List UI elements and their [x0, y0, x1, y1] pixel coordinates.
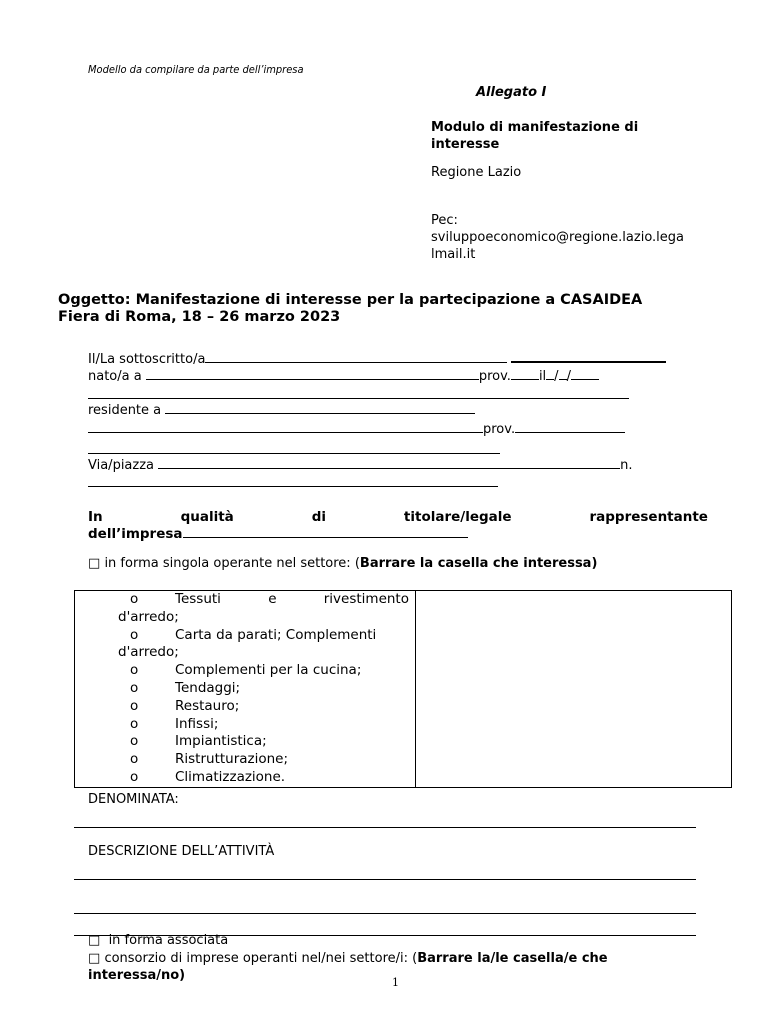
qualita-word: titolare/legale — [403, 509, 512, 525]
recipient: Regione Lazio — [431, 165, 522, 180]
residence-prov-field[interactable] — [515, 420, 625, 433]
associated-form-checkbox[interactable]: □ — [88, 933, 101, 948]
sector-item[interactable] — [75, 751, 409, 769]
sector-bullet: o — [130, 715, 139, 732]
associated-form-option — [88, 933, 228, 948]
sector-text: Restauro; — [175, 697, 240, 714]
sector-bullet: o — [130, 662, 139, 679]
allegato-label: Allegato I — [476, 85, 547, 100]
page-number: 1 — [392, 976, 399, 989]
via-label: Via/piazza — [88, 458, 155, 473]
consortium-checkbox[interactable]: □ — [88, 951, 101, 966]
consortium-option — [88, 950, 608, 984]
sector-item-continuation: d'arredo; — [118, 644, 179, 661]
sector-bullet: o — [130, 679, 139, 696]
descrizione-label: DESCRIZIONE DELL’ATTIVITÀ — [88, 844, 275, 859]
single-form-label: in forma singola operante nel settore: ( — [104, 556, 360, 571]
form-title-line1: Modulo di manifestazione di — [431, 120, 639, 135]
sottoscritto-label: Il/La sottoscritto/a — [88, 352, 206, 367]
sector-item-continuation: d'arredo; — [118, 608, 179, 625]
birthplace-field[interactable] — [146, 367, 479, 380]
sottoscritto-row — [88, 349, 666, 367]
qualita-word: In — [88, 509, 103, 525]
residente-row — [88, 401, 475, 418]
sector-item[interactable] — [75, 662, 409, 680]
pec-block — [431, 212, 684, 263]
form-title — [431, 119, 638, 153]
company-field[interactable] — [183, 525, 468, 538]
sector-bullet: o — [130, 751, 139, 768]
sottoscritto-field-extra[interactable] — [511, 349, 666, 363]
sectors-table — [74, 590, 732, 788]
sector-bullet: o — [130, 626, 139, 643]
associated-form-label: in forma associata — [108, 933, 229, 948]
sector-item[interactable] — [75, 627, 409, 645]
birth-prov-field[interactable] — [511, 367, 539, 380]
subject-line1: Oggetto: Manifestazione di interesse per la partecipazione a CASAIDEA — [58, 292, 643, 308]
qualita-row — [88, 509, 708, 542]
sector-text: rivestimento — [323, 591, 409, 607]
sector-bullet: o — [130, 591, 139, 607]
sector-text: Ristrutturazione; — [175, 751, 289, 768]
birth-month-field[interactable] — [559, 367, 567, 380]
qualita-word: di — [311, 509, 326, 525]
sector-text: Tessuti — [175, 591, 221, 607]
descrizione-line[interactable] — [74, 913, 696, 914]
birth-year-field[interactable] — [571, 367, 599, 380]
sector-item[interactable] — [75, 769, 409, 787]
descrizione-line[interactable] — [74, 879, 696, 880]
single-form-option — [88, 556, 597, 571]
street-field[interactable] — [158, 456, 620, 469]
consortium-instruction: Barrare la/le casella/e che — [417, 951, 608, 966]
pec-label: Pec: — [431, 213, 458, 228]
residence-field[interactable] — [165, 401, 475, 414]
sector-item[interactable] — [75, 716, 409, 734]
birth-day-field[interactable] — [546, 367, 554, 380]
sector-text: e — [268, 591, 277, 607]
street-number-label: n. — [620, 458, 633, 473]
sector-bullet: o — [130, 768, 139, 785]
sottoscritto-field[interactable] — [205, 350, 507, 363]
sector-item[interactable] — [75, 680, 409, 698]
via-row — [88, 456, 633, 473]
form-note: Modello da compilare da parte dell’impresa — [88, 63, 304, 76]
sectors-list — [75, 591, 415, 787]
qualita-word: rappresentante — [589, 509, 708, 525]
sector-bullet: o — [130, 697, 139, 714]
sector-text: Infissi; — [175, 715, 219, 732]
impresa-label: dell’impresa — [88, 526, 183, 542]
nato-label: nato/a a — [88, 369, 142, 384]
sectors-empty-cell[interactable] — [416, 591, 732, 788]
single-form-instruction: Barrare la casella che interessa) — [359, 556, 598, 571]
sector-text: Impiantistica; — [175, 733, 267, 750]
sector-item[interactable] — [75, 733, 409, 751]
residence-field-2[interactable] — [88, 420, 483, 433]
consortium-instruction-cont: interessa/no) — [88, 968, 186, 983]
single-form-checkbox[interactable]: □ — [88, 556, 101, 571]
subject — [58, 292, 642, 326]
subject-line2: Fiera di Roma, 18 – 26 marzo 2023 — [58, 309, 341, 325]
sector-text: Tendaggi; — [175, 679, 241, 696]
residente-prov-row — [88, 420, 625, 437]
sectors-list-cell — [75, 591, 416, 788]
residente-label: residente a — [88, 403, 162, 418]
qualita-word: qualità — [180, 509, 234, 525]
prov-label: prov. — [478, 369, 511, 384]
denominata-label: DENOMINATA: — [88, 792, 179, 807]
sector-text: Carta da parati; Complementi — [175, 626, 377, 643]
sector-bullet: o — [130, 733, 139, 750]
residence-continuation-line[interactable] — [88, 453, 500, 454]
pec-address-line1: sviluppoeconomico@regione.lazio.lega — [431, 230, 684, 245]
consortium-label: consorzio di imprese operanti nel/nei settore/i: ( — [104, 951, 418, 966]
il-label: il — [538, 369, 547, 384]
form-title-line2: interesse — [431, 137, 500, 152]
residence-prov-label: prov. — [483, 422, 516, 437]
pec-address-line2: lmail.it — [431, 247, 476, 262]
street-continuation-line[interactable] — [88, 486, 498, 487]
sector-item[interactable] — [75, 698, 409, 716]
denominata-line[interactable] — [74, 827, 696, 828]
sector-item[interactable] — [75, 591, 409, 609]
sector-text: Climatizzazione. — [175, 768, 286, 785]
nato-continuation-line[interactable] — [88, 398, 629, 399]
nato-row: nato/a a prov. il / / — [88, 367, 599, 384]
sector-text: Complementi per la cucina; — [175, 662, 362, 679]
